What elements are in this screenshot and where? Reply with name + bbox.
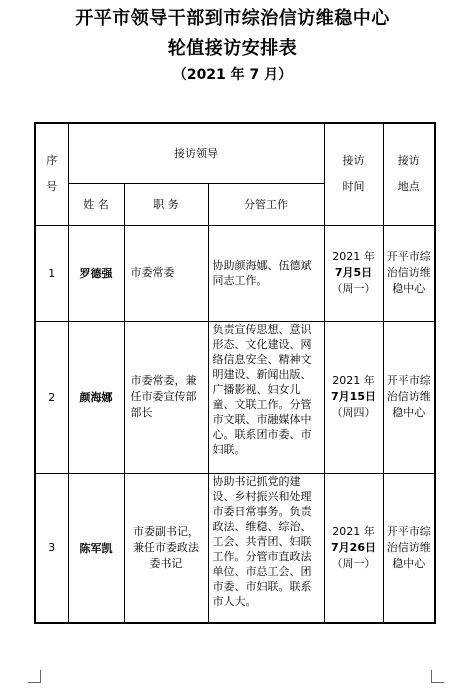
document-title-line1: 开平市领导干部到市综治信访维稳中心: [75, 8, 390, 29]
row-time-date: 7月26日: [331, 540, 376, 554]
header-seq-line2: 号: [46, 180, 58, 194]
row-seq: 3: [35, 473, 68, 623]
schedule-table: [34, 122, 436, 624]
row-time-week: （周一）: [331, 282, 376, 295]
row-place: 开平市综治信访维稳中心: [383, 225, 435, 321]
row-time-year: 2021 年: [332, 250, 375, 263]
header-time-line2: 时间: [342, 180, 365, 194]
row-time: [324, 473, 383, 623]
page-corner-mark-right: [431, 670, 444, 683]
header-seq: [35, 123, 68, 225]
page-corner-mark-left: [28, 670, 41, 683]
header-place: [383, 123, 435, 225]
table-row: [35, 321, 435, 473]
row-time-week: （周四）: [331, 406, 376, 419]
header-duty: 职 务: [124, 183, 208, 225]
row-name: 颜海娜: [68, 321, 124, 473]
row-time-year: 2021 年: [332, 524, 375, 538]
row-duty: 市委常委，兼任市委宣传部部长: [124, 321, 208, 473]
header-time: [324, 123, 383, 225]
row-time: [324, 225, 383, 321]
row-work: 负责宣传思想、意识形态、文化建设、网络信息安全、精神文明建设、新闻出版、广播影视、妇女儿童、文联工作。分管市文联、市融媒体中心。联系团市委、市妇联。: [208, 321, 324, 473]
row-time-week: （周一）: [331, 556, 376, 570]
row-seq: 1: [35, 225, 68, 321]
row-time: [324, 321, 383, 473]
row-place: 开平市综治信访维稳中心: [383, 321, 435, 473]
header-seq-line1: 序: [46, 154, 58, 168]
table-row: [35, 225, 435, 321]
row-time-date: 7月15日: [331, 390, 376, 403]
document-title-period: （2021 年 7 月）: [172, 67, 293, 83]
header-time-line1: 接访: [342, 154, 365, 168]
header-place-line2: 地点: [397, 180, 420, 194]
header-name: 姓 名: [68, 183, 124, 225]
row-time-year: 2021 年: [332, 374, 375, 387]
header-place-line1: 接访: [397, 154, 420, 168]
header-row-top: [35, 123, 435, 183]
header-work: 分管工作: [208, 183, 324, 225]
row-duty: 市委副书记，兼任市委政法委书记: [124, 473, 208, 623]
row-seq: 2: [35, 321, 68, 473]
document-title-line2: 轮值接访安排表: [167, 38, 298, 59]
header-leader: 接访领导: [68, 123, 324, 183]
row-work: 协助书记抓党的建设、乡村振兴和处理市委日常事务。负责政法、维稳、综治、工会、共青团、妇联工作。分管市直政法单位、市总工会、团市委、市妇联。联系市人大。: [208, 473, 324, 623]
table-row: [35, 473, 435, 623]
row-work: 协助颜海娜、伍德斌同志工作。: [208, 225, 324, 321]
row-place: 开平市综治信访维稳中心: [383, 473, 435, 623]
row-name: 罗德强: [68, 225, 124, 321]
row-duty: 市委常委: [124, 225, 208, 321]
row-time-date: 7月5日: [334, 266, 373, 279]
row-name: 陈军凯: [68, 473, 124, 623]
